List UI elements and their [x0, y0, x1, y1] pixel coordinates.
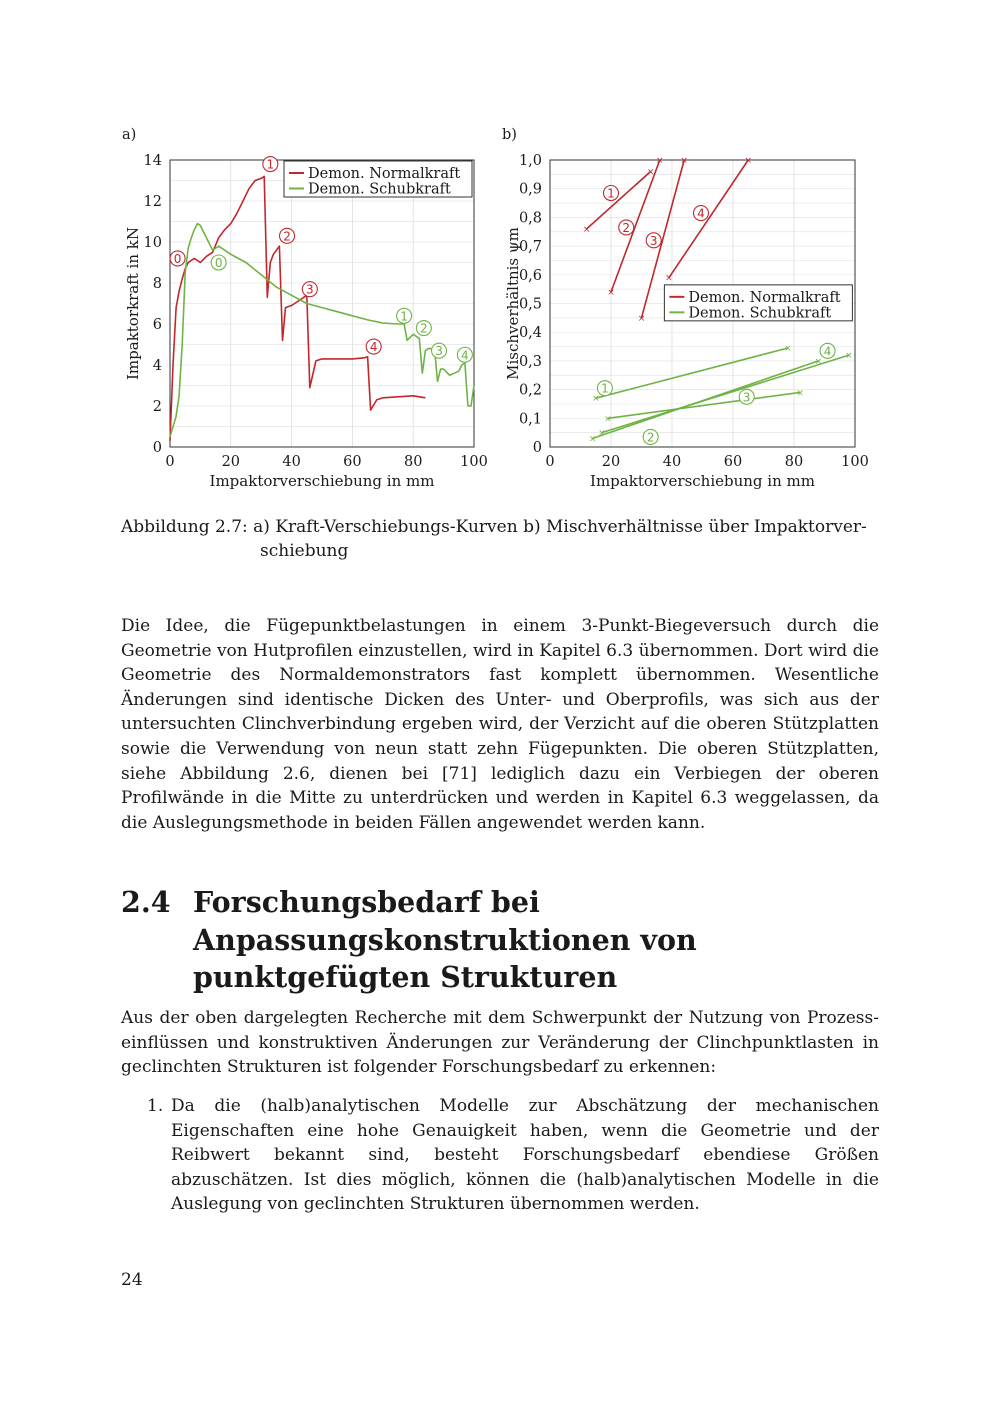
series-segment-schubkraft [608, 392, 800, 418]
annotation-label: 4 [823, 344, 832, 359]
annotation-label: 0 [214, 256, 223, 270]
annotation-label: 4 [461, 348, 469, 363]
y-tick-label: 8 [152, 276, 162, 292]
annotation-label: 3 [306, 282, 314, 297]
y-tick-label: 0,6 [518, 267, 542, 284]
x-tick-label: 40 [662, 454, 682, 470]
annotation-label: 1 [601, 381, 609, 396]
y-tick-label: 10 [143, 235, 162, 251]
y-tick-label: 0 [532, 440, 542, 456]
caption-text-continued: schiebung [260, 541, 349, 561]
x-tick-label: 60 [343, 454, 362, 470]
page-number: 24 [121, 1270, 143, 1290]
x-tick-label: 20 [601, 454, 621, 470]
body-paragraph-1: Die Idee, die Fügepunktbelastungen in einem 3-Punkt-Biegeversuch durch die Geometrie von Hutprofilen einzustellen, wird in Kapitel 6.3 übernommen. Dort wird die Geometrie des Normaldemonstrators fast komplett übernommen. Wesentliche Änderungen sind identische Dicken des Unter- und Oberprofils, was sich aus der untersuchten Clinchverbindung ergeben wird, der Verzicht auf die oberen Stützplatten sowie die Verwendung von neun statt zehn Fügepunkten. Die oberen Stützplatten, siehe Abbildung 2.6, dienen bei [71] lediglich dazu ein Verbiegen der oberen Profilwände in die Mitte zu unterdrücken und werden in Kapitel 6.3 weggelassen, da die Auslegungsmethode in beiden Fällen angewendet werden kann. [121, 616, 879, 833]
x-tick-label: 0 [545, 454, 555, 470]
legend-entry: Demon. Schubkraft [688, 305, 832, 322]
series-line-normalkraft [170, 176, 425, 441]
annotation-label: 1 [607, 186, 615, 201]
x-tick-label: 40 [282, 454, 301, 470]
y-tick-label: 0,4 [518, 325, 542, 342]
annotation-label: 0 [173, 251, 182, 266]
x-tick-label: 20 [221, 454, 241, 470]
y-tick-label: 2 [152, 399, 162, 415]
panel-label: b) [502, 127, 517, 143]
segment-endpoint-marker: × [591, 394, 600, 405]
segment-endpoint-marker: × [744, 156, 753, 166]
annotation-label: 2 [420, 321, 428, 336]
figure-caption [121, 515, 881, 563]
series-segment-normalkraft [611, 160, 660, 292]
segment-endpoint-marker: × [598, 428, 606, 439]
y-tick-label: 0,1 [518, 411, 542, 428]
segment-endpoint-marker: × [814, 356, 823, 367]
y-tick-label: 14 [143, 153, 162, 169]
annotation-label: 1 [266, 157, 275, 172]
segment-endpoint-marker: × [646, 167, 655, 178]
series-segment-schubkraft [602, 355, 849, 432]
y-tick-label: 6 [152, 317, 162, 333]
segment-endpoint-marker: × [680, 156, 688, 166]
series-segment-normalkraft [669, 160, 748, 278]
y-tick-label: 0,7 [518, 239, 542, 256]
annotation-label: 3 [649, 233, 658, 248]
segment-endpoint-marker: × [588, 434, 597, 445]
list-item-marker: 1. [147, 1096, 164, 1116]
legend-entry: Demon. Normalkraft [688, 289, 841, 306]
segment-endpoint-marker: × [607, 288, 615, 299]
annotation-label: 2 [622, 220, 631, 235]
x-tick-label: 0 [165, 454, 175, 470]
figure-svg [118, 125, 888, 495]
segment-endpoint-marker: × [637, 313, 646, 324]
y-tick-label: 0,8 [518, 210, 542, 227]
x-axis-label: Impaktorverschiebung in mm [209, 472, 435, 490]
list-item [121, 1094, 879, 1217]
legend-entry: Demon. Normalkraft [308, 166, 461, 182]
y-tick-label: 0,2 [518, 382, 542, 399]
annotation-label: 2 [646, 430, 655, 445]
y-tick-label: 0,3 [518, 353, 542, 370]
segment-endpoint-marker: × [582, 224, 591, 235]
section-title: Forschungsbedarf bei Anpassungskonstruktionen von punktgefügten Strukturen [193, 885, 697, 994]
annotation-label: 4 [697, 206, 705, 221]
segment-endpoint-marker: × [665, 273, 673, 284]
x-tick-label: 100 [841, 454, 869, 470]
x-tick-label: 80 [403, 454, 423, 470]
x-tick-label: 100 [460, 454, 488, 470]
segment-endpoint-marker: × [604, 414, 612, 425]
body-paragraph-2: Aus der oben dargelegten Recherche mit dem Schwerpunkt der Nutzung von Prozesseinflüssen und konstruktiven Änderungen zur Veränderung der Clinchpunktlasten in geclinchten Strukturen ist folgender Forschungsbedarf zu erkennen: [121, 1008, 879, 1078]
panel-label: a) [122, 127, 137, 143]
annotation-label: 2 [283, 229, 291, 244]
x-axis-label: Impaktorverschiebung in mm [590, 472, 815, 490]
segment-endpoint-marker: × [845, 351, 853, 362]
legend-entry: Demon. Schubkraft [308, 181, 451, 198]
y-tick-label: 0,5 [518, 296, 542, 313]
segment-endpoint-marker: × [784, 343, 792, 354]
y-tick-label: 1,0 [518, 153, 542, 169]
section-number: 2.4 [121, 885, 171, 919]
x-tick-label: 80 [784, 454, 804, 470]
figure-2-7 [118, 125, 888, 495]
annotation-label: 3 [435, 344, 443, 359]
series-segment-normalkraft [587, 171, 651, 228]
caption-label: Abbildung 2.7: [121, 517, 248, 537]
list-item-text: Da die (halb)analytischen Modelle zur Abschätzung der mechanischen Eigenschaften eine hohe Genauigkeit haben, wenn die Geometrie und der Reibwert bekannt sind, besteht Forschungsbedarf ebendiese Größen abzuschätzen. Ist dies möglich, können die (halb)analytischen Modelle in die Auslegung von geclinchten Strukturen übernommen werden. [171, 1096, 879, 1215]
y-tick-label: 12 [143, 194, 162, 210]
y-axis-label: Impaktorkraft in kN [124, 226, 142, 381]
segment-endpoint-marker: × [796, 388, 804, 399]
annotation-label: 3 [742, 390, 751, 405]
segment-endpoint-marker: × [656, 156, 664, 166]
y-tick-label: 0 [152, 440, 162, 456]
x-tick-label: 60 [723, 454, 743, 470]
research-needs-list [121, 1094, 879, 1217]
annotation-label: 4 [369, 340, 378, 355]
y-tick-label: 4 [152, 358, 162, 374]
y-axis-label: Mischverhältnis ψm [504, 227, 522, 380]
y-tick-label: 0,9 [518, 181, 542, 198]
annotation-label: 1 [400, 309, 408, 324]
caption-text: a) Kraft-Verschiebungs-Kurven b) Mischverhältnisse über Impaktorver- [253, 517, 867, 537]
series-segment-schubkraft [596, 348, 788, 398]
